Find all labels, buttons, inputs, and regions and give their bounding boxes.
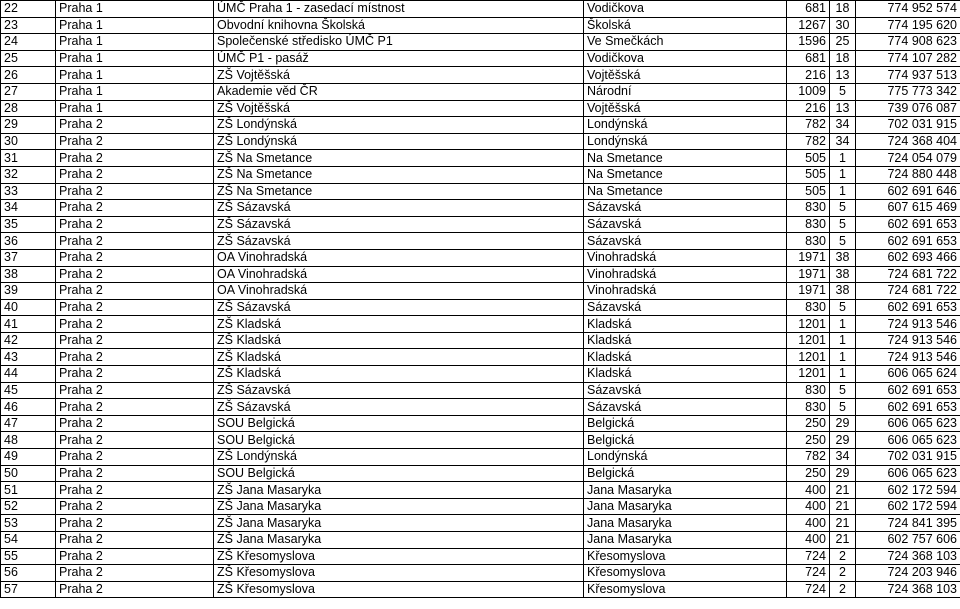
table-row: [1, 532, 960, 549]
location-cell: SOU Belgická: [214, 465, 584, 482]
table-row: [1, 17, 960, 34]
phone-cell: 606 065 623: [856, 415, 960, 432]
phone-cell: 774 107 282: [856, 50, 960, 67]
orientation-number-cell: 5: [830, 299, 856, 316]
street-cell: Sázavská: [584, 233, 787, 250]
row-number-cell: 53: [1, 515, 56, 532]
orientation-number-cell: 18: [830, 1, 856, 18]
house-number-cell: 1201: [787, 366, 830, 383]
street-cell: Vinohradská: [584, 266, 787, 283]
house-number-cell: 724: [787, 565, 830, 582]
district-cell: Praha 2: [56, 183, 214, 200]
location-cell: ZŠ Křesomyslova: [214, 565, 584, 582]
location-cell: ZŠ Křesomyslova: [214, 581, 584, 598]
street-cell: Jana Masaryka: [584, 515, 787, 532]
table-row: [1, 200, 960, 217]
street-cell: Kladská: [584, 316, 787, 333]
phone-cell: 724 203 946: [856, 565, 960, 582]
district-cell: Praha 2: [56, 316, 214, 333]
table-row: [1, 498, 960, 515]
phone-cell: 724 681 722: [856, 266, 960, 283]
district-cell: Praha 2: [56, 233, 214, 250]
phone-cell: 724 681 722: [856, 283, 960, 300]
orientation-number-cell: 34: [830, 117, 856, 134]
district-cell: Praha 2: [56, 449, 214, 466]
district-cell: Praha 2: [56, 283, 214, 300]
table-row: [1, 166, 960, 183]
phone-cell: 724 913 546: [856, 332, 960, 349]
location-cell: ZŠ Londýnská: [214, 449, 584, 466]
table-row: [1, 117, 960, 134]
street-cell: Školská: [584, 17, 787, 34]
row-number-cell: 39: [1, 283, 56, 300]
district-cell: Praha 1: [56, 67, 214, 84]
street-cell: Ve Smečkách: [584, 34, 787, 51]
district-cell: Praha 2: [56, 117, 214, 134]
orientation-number-cell: 29: [830, 432, 856, 449]
location-cell: ZŠ Sázavská: [214, 399, 584, 416]
district-cell: Praha 2: [56, 415, 214, 432]
phone-cell: 602 691 653: [856, 216, 960, 233]
district-cell: Praha 1: [56, 1, 214, 18]
location-cell: ZŠ Vojtěšská: [214, 100, 584, 117]
table-row: [1, 50, 960, 67]
table-row: [1, 316, 960, 333]
house-number-cell: 830: [787, 399, 830, 416]
orientation-number-cell: 38: [830, 266, 856, 283]
orientation-number-cell: 1: [830, 349, 856, 366]
row-number-cell: 32: [1, 166, 56, 183]
district-cell: Praha 1: [56, 17, 214, 34]
house-number-cell: 250: [787, 432, 830, 449]
location-cell: ÚMČ Praha 1 - zasedací místnost: [214, 1, 584, 18]
orientation-number-cell: 2: [830, 548, 856, 565]
location-cell: ZŠ Sázavská: [214, 216, 584, 233]
location-cell: ZŠ Londýnská: [214, 117, 584, 134]
table-row: [1, 266, 960, 283]
location-cell: ZŠ Sázavská: [214, 233, 584, 250]
house-number-cell: 782: [787, 449, 830, 466]
table-row: [1, 133, 960, 150]
location-cell: ZŠ Jana Masaryka: [214, 498, 584, 515]
district-cell: Praha 1: [56, 83, 214, 100]
street-cell: Jana Masaryka: [584, 498, 787, 515]
street-cell: Na Smetance: [584, 150, 787, 167]
table-row: [1, 581, 960, 598]
house-number-cell: 724: [787, 581, 830, 598]
street-cell: Křesomyslova: [584, 548, 787, 565]
row-number-cell: 44: [1, 366, 56, 383]
orientation-number-cell: 21: [830, 532, 856, 549]
district-cell: Praha 2: [56, 216, 214, 233]
orientation-number-cell: 5: [830, 216, 856, 233]
row-number-cell: 57: [1, 581, 56, 598]
house-number-cell: 1267: [787, 17, 830, 34]
house-number-cell: 830: [787, 233, 830, 250]
row-number-cell: 45: [1, 382, 56, 399]
district-cell: Praha 2: [56, 548, 214, 565]
location-cell: ZŠ Kladská: [214, 332, 584, 349]
row-number-cell: 36: [1, 233, 56, 250]
location-cell: ÚMČ P1 - pasáž: [214, 50, 584, 67]
table-row: [1, 465, 960, 482]
table-row: [1, 216, 960, 233]
location-cell: ZŠ Jana Masaryka: [214, 532, 584, 549]
location-cell: ZŠ Na Smetance: [214, 183, 584, 200]
phone-cell: 606 065 624: [856, 366, 960, 383]
orientation-number-cell: 29: [830, 415, 856, 432]
house-number-cell: 400: [787, 482, 830, 499]
phone-cell: 702 031 915: [856, 449, 960, 466]
district-cell: Praha 2: [56, 349, 214, 366]
phone-cell: 724 368 103: [856, 581, 960, 598]
district-cell: Praha 1: [56, 34, 214, 51]
house-number-cell: 505: [787, 166, 830, 183]
street-cell: Londýnská: [584, 117, 787, 134]
district-cell: Praha 2: [56, 515, 214, 532]
phone-cell: 602 691 653: [856, 382, 960, 399]
street-cell: Sázavská: [584, 200, 787, 217]
table-row: [1, 249, 960, 266]
location-cell: ZŠ Kladská: [214, 349, 584, 366]
row-number-cell: 33: [1, 183, 56, 200]
district-cell: Praha 2: [56, 150, 214, 167]
street-cell: Na Smetance: [584, 183, 787, 200]
district-cell: Praha 2: [56, 332, 214, 349]
phone-cell: 602 693 466: [856, 249, 960, 266]
orientation-number-cell: 30: [830, 17, 856, 34]
row-number-cell: 43: [1, 349, 56, 366]
street-cell: Kladská: [584, 332, 787, 349]
house-number-cell: 505: [787, 150, 830, 167]
orientation-number-cell: 2: [830, 581, 856, 598]
orientation-number-cell: 25: [830, 34, 856, 51]
orientation-number-cell: 1: [830, 183, 856, 200]
orientation-number-cell: 21: [830, 515, 856, 532]
district-cell: Praha 2: [56, 249, 214, 266]
table-row: [1, 332, 960, 349]
table-row: [1, 100, 960, 117]
row-number-cell: 37: [1, 249, 56, 266]
row-number-cell: 38: [1, 266, 56, 283]
street-cell: Vinohradská: [584, 249, 787, 266]
phone-cell: 724 368 103: [856, 548, 960, 565]
orientation-number-cell: 5: [830, 233, 856, 250]
table-row: [1, 67, 960, 84]
district-cell: Praha 2: [56, 581, 214, 598]
table-row: [1, 482, 960, 499]
house-number-cell: 830: [787, 299, 830, 316]
street-cell: Vojtěšská: [584, 100, 787, 117]
house-number-cell: 216: [787, 67, 830, 84]
row-number-cell: 26: [1, 67, 56, 84]
row-number-cell: 34: [1, 200, 56, 217]
district-cell: Praha 1: [56, 100, 214, 117]
street-cell: Kladská: [584, 349, 787, 366]
orientation-number-cell: 1: [830, 332, 856, 349]
street-cell: Londýnská: [584, 133, 787, 150]
orientation-number-cell: 1: [830, 366, 856, 383]
row-number-cell: 50: [1, 465, 56, 482]
row-number-cell: 35: [1, 216, 56, 233]
location-cell: SOU Belgická: [214, 415, 584, 432]
orientation-number-cell: 21: [830, 482, 856, 499]
street-cell: Jana Masaryka: [584, 482, 787, 499]
street-cell: Národní: [584, 83, 787, 100]
house-number-cell: 1201: [787, 316, 830, 333]
house-number-cell: 1201: [787, 349, 830, 366]
location-cell: ZŠ Sázavská: [214, 200, 584, 217]
district-cell: Praha 2: [56, 532, 214, 549]
location-cell: OA Vinohradská: [214, 283, 584, 300]
row-number-cell: 52: [1, 498, 56, 515]
orientation-number-cell: 1: [830, 166, 856, 183]
location-cell: ZŠ Sázavská: [214, 382, 584, 399]
street-cell: Křesomyslova: [584, 581, 787, 598]
street-cell: Belgická: [584, 465, 787, 482]
row-number-cell: 48: [1, 432, 56, 449]
street-cell: Sázavská: [584, 399, 787, 416]
street-cell: Na Smetance: [584, 166, 787, 183]
row-number-cell: 28: [1, 100, 56, 117]
phone-cell: 724 913 546: [856, 349, 960, 366]
street-cell: Belgická: [584, 432, 787, 449]
table-row: [1, 548, 960, 565]
orientation-number-cell: 1: [830, 316, 856, 333]
phone-cell: 606 065 623: [856, 432, 960, 449]
location-cell: ZŠ Jana Masaryka: [214, 515, 584, 532]
district-cell: Praha 1: [56, 50, 214, 67]
location-cell: ZŠ Londýnská: [214, 133, 584, 150]
row-number-cell: 56: [1, 565, 56, 582]
table-row: [1, 83, 960, 100]
phone-cell: 606 065 623: [856, 465, 960, 482]
phone-cell: 602 691 653: [856, 233, 960, 250]
orientation-number-cell: 1: [830, 150, 856, 167]
house-number-cell: 400: [787, 498, 830, 515]
house-number-cell: 1201: [787, 332, 830, 349]
street-cell: Jana Masaryka: [584, 532, 787, 549]
table-row: [1, 449, 960, 466]
house-number-cell: 250: [787, 465, 830, 482]
orientation-number-cell: 34: [830, 133, 856, 150]
row-number-cell: 23: [1, 17, 56, 34]
phone-cell: 724 054 079: [856, 150, 960, 167]
row-number-cell: 27: [1, 83, 56, 100]
street-cell: Londýnská: [584, 449, 787, 466]
district-cell: Praha 2: [56, 498, 214, 515]
district-cell: Praha 2: [56, 200, 214, 217]
phone-cell: 724 913 546: [856, 316, 960, 333]
house-number-cell: 782: [787, 133, 830, 150]
phone-cell: 602 691 646: [856, 183, 960, 200]
phone-cell: 702 031 915: [856, 117, 960, 134]
table-row: [1, 349, 960, 366]
orientation-number-cell: 29: [830, 465, 856, 482]
orientation-number-cell: 13: [830, 100, 856, 117]
street-cell: Sázavská: [584, 216, 787, 233]
table-body: [1, 1, 960, 598]
house-number-cell: 1971: [787, 249, 830, 266]
location-cell: ZŠ Na Smetance: [214, 166, 584, 183]
table-row: [1, 515, 960, 532]
district-cell: Praha 2: [56, 565, 214, 582]
orientation-number-cell: 5: [830, 83, 856, 100]
table-row: [1, 399, 960, 416]
street-cell: Vodičkova: [584, 1, 787, 18]
orientation-number-cell: 5: [830, 200, 856, 217]
orientation-number-cell: 5: [830, 382, 856, 399]
street-cell: Sázavská: [584, 299, 787, 316]
phone-cell: 724 368 404: [856, 133, 960, 150]
orientation-number-cell: 18: [830, 50, 856, 67]
location-cell: ZŠ Kladská: [214, 316, 584, 333]
phone-cell: 724 880 448: [856, 166, 960, 183]
phone-cell: 774 937 513: [856, 67, 960, 84]
location-cell: Akademie věd ČR: [214, 83, 584, 100]
orientation-number-cell: 38: [830, 249, 856, 266]
district-cell: Praha 2: [56, 366, 214, 383]
district-cell: Praha 2: [56, 299, 214, 316]
location-cell: SOU Belgická: [214, 432, 584, 449]
row-number-cell: 49: [1, 449, 56, 466]
orientation-number-cell: 38: [830, 283, 856, 300]
location-cell: Obvodní knihovna Školská: [214, 17, 584, 34]
table-row: [1, 150, 960, 167]
phone-cell: 602 691 653: [856, 399, 960, 416]
orientation-number-cell: 5: [830, 399, 856, 416]
phone-cell: 607 615 469: [856, 200, 960, 217]
house-number-cell: 1971: [787, 283, 830, 300]
phone-cell: 775 773 342: [856, 83, 960, 100]
row-number-cell: 54: [1, 532, 56, 549]
row-number-cell: 51: [1, 482, 56, 499]
house-number-cell: 1009: [787, 83, 830, 100]
district-cell: Praha 2: [56, 399, 214, 416]
location-cell: ZŠ Jana Masaryka: [214, 482, 584, 499]
district-cell: Praha 2: [56, 166, 214, 183]
house-number-cell: 724: [787, 548, 830, 565]
row-number-cell: 30: [1, 133, 56, 150]
row-number-cell: 25: [1, 50, 56, 67]
orientation-number-cell: 34: [830, 449, 856, 466]
house-number-cell: 216: [787, 100, 830, 117]
house-number-cell: 830: [787, 200, 830, 217]
district-cell: Praha 2: [56, 432, 214, 449]
street-cell: Vinohradská: [584, 283, 787, 300]
table-row: [1, 366, 960, 383]
house-number-cell: 1971: [787, 266, 830, 283]
row-number-cell: 40: [1, 299, 56, 316]
street-cell: Vojtěšská: [584, 67, 787, 84]
orientation-number-cell: 2: [830, 565, 856, 582]
row-number-cell: 31: [1, 150, 56, 167]
district-cell: Praha 2: [56, 133, 214, 150]
house-number-cell: 250: [787, 415, 830, 432]
location-cell: ZŠ Sázavská: [214, 299, 584, 316]
row-number-cell: 29: [1, 117, 56, 134]
location-cell: ZŠ Křesomyslova: [214, 548, 584, 565]
location-cell: OA Vinohradská: [214, 249, 584, 266]
table-row: [1, 1, 960, 18]
house-number-cell: 830: [787, 382, 830, 399]
table-row: [1, 415, 960, 432]
house-number-cell: 782: [787, 117, 830, 134]
phone-cell: 602 172 594: [856, 498, 960, 515]
house-number-cell: 505: [787, 183, 830, 200]
table-row: [1, 34, 960, 51]
table-row: [1, 565, 960, 582]
street-cell: Vodičkova: [584, 50, 787, 67]
orientation-number-cell: 21: [830, 498, 856, 515]
phone-cell: 739 076 087: [856, 100, 960, 117]
house-number-cell: 681: [787, 50, 830, 67]
house-number-cell: 400: [787, 515, 830, 532]
table-row: [1, 299, 960, 316]
location-cell: Společenské středisko ÚMČ P1: [214, 34, 584, 51]
row-number-cell: 47: [1, 415, 56, 432]
street-cell: Křesomyslova: [584, 565, 787, 582]
phone-cell: 774 952 574: [856, 1, 960, 18]
house-number-cell: 400: [787, 532, 830, 549]
location-cell: ZŠ Na Smetance: [214, 150, 584, 167]
street-cell: Kladská: [584, 366, 787, 383]
table-row: [1, 382, 960, 399]
phone-cell: 602 691 653: [856, 299, 960, 316]
district-cell: Praha 2: [56, 465, 214, 482]
house-number-cell: 830: [787, 216, 830, 233]
table-row: [1, 183, 960, 200]
house-number-cell: 1596: [787, 34, 830, 51]
row-number-cell: 42: [1, 332, 56, 349]
district-cell: Praha 2: [56, 482, 214, 499]
street-cell: Sázavská: [584, 382, 787, 399]
street-cell: Belgická: [584, 415, 787, 432]
row-number-cell: 24: [1, 34, 56, 51]
phone-cell: 724 841 395: [856, 515, 960, 532]
house-number-cell: 681: [787, 1, 830, 18]
district-cell: Praha 2: [56, 266, 214, 283]
location-cell: OA Vinohradská: [214, 266, 584, 283]
table-row: [1, 233, 960, 250]
row-number-cell: 22: [1, 1, 56, 18]
table-row: [1, 283, 960, 300]
phone-cell: 602 172 594: [856, 482, 960, 499]
location-cell: ZŠ Kladská: [214, 366, 584, 383]
orientation-number-cell: 13: [830, 67, 856, 84]
table-row: [1, 432, 960, 449]
phone-cell: 602 757 606: [856, 532, 960, 549]
location-cell: ZŠ Vojtěšská: [214, 67, 584, 84]
row-number-cell: 46: [1, 399, 56, 416]
district-cell: Praha 2: [56, 382, 214, 399]
phone-cell: 774 908 623: [856, 34, 960, 51]
phone-cell: 774 195 620: [856, 17, 960, 34]
row-number-cell: 41: [1, 316, 56, 333]
row-number-cell: 55: [1, 548, 56, 565]
